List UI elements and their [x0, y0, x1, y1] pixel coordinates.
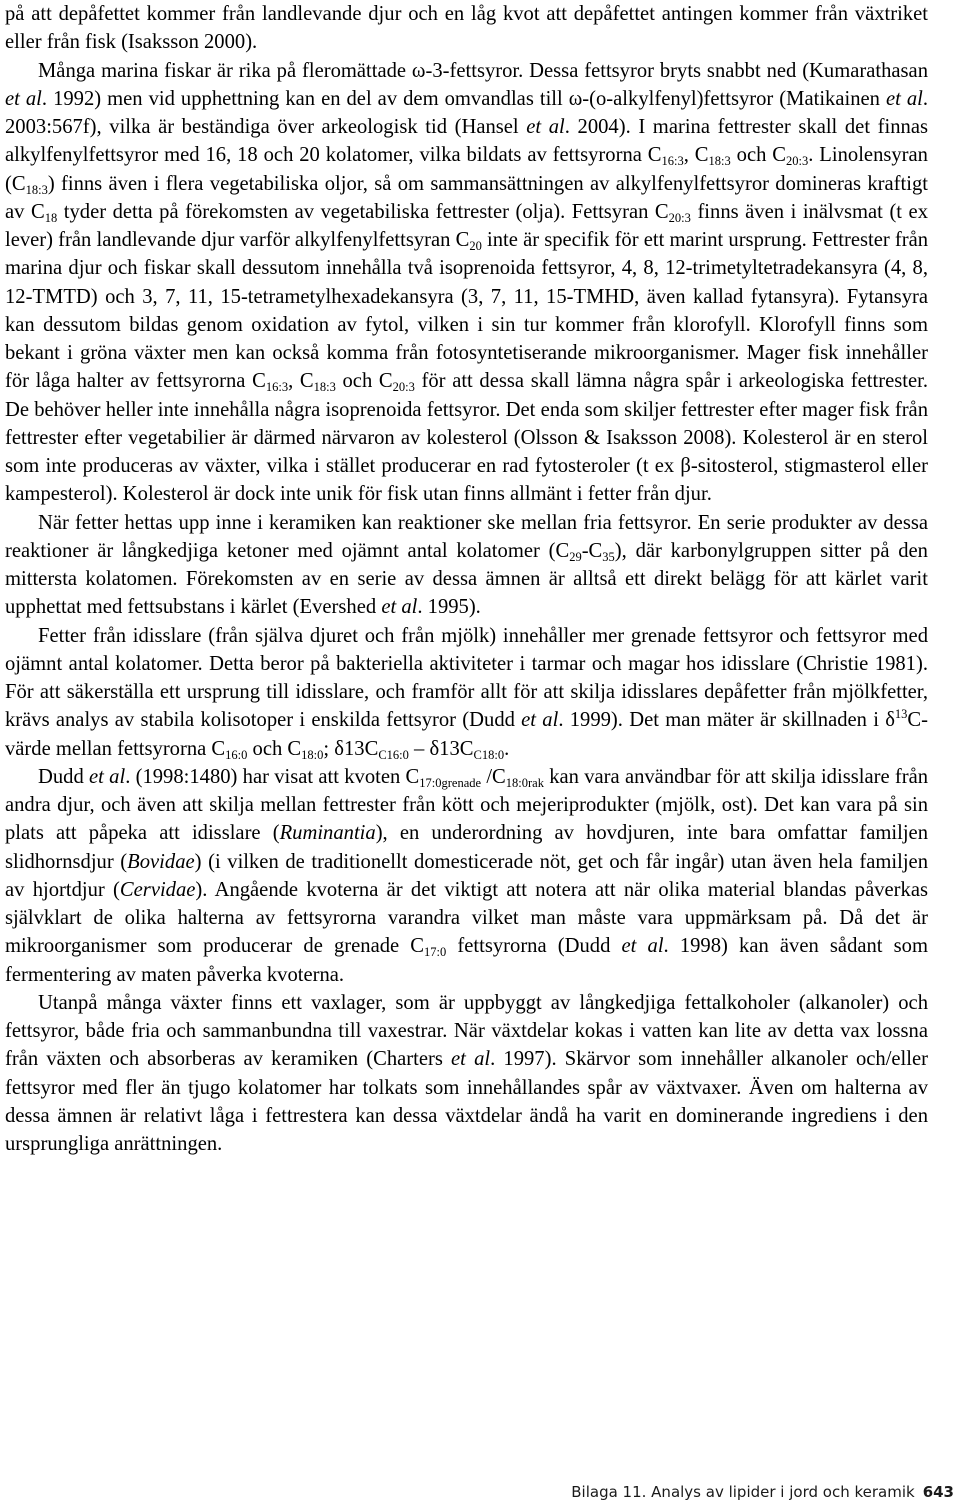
- paragraph: på att depåfettet kommer från landlevande djur och en låg kvot att depåfettet antingen kommer från växtriket eller från fisk (Isaksson 2000).: [5, 3, 928, 54]
- paragraph: När fetter hettas upp inne i keramiken kan reaktioner ske mellan fria fettsyror. En serie produkter av dessa reaktioner är långkedjiga ketoner med ojämnt antal kolatomer $(C_{29}-C_{35})$, där karbonylgruppen sitter på den mittersta kolatomen. Förekomsten av en serie av dessa ämnen är alltså ett direkt belägg för att kärlet varit upphettat med fettsubstans i kärlet (Evershed et al. 1995).: [5, 511, 928, 619]
- document-body: [5, 0, 928, 1158]
- paragraph: Många marina fiskar är rika på fleromättade ω-3-fettsyror. Dessa fettsyror bryts snabbt ned (Kumarathasan et al. 1992) men vid upphettning kan en del av dem omvandlas till ω-(o-alkylfenyl)fettsyror (Matikainen et al. 2003:567f), vilka är beständiga över arkeologisk tid (Hansel et al. 2004). I marina fettrester skall det finnas alkylfenylfettsyror med 16, 18 och 20 kolatomer, vilka bildats av fettsyrorna $C_{16:3}$, $C_{18:3}$ och $C_{20:3}$. Linolensyran $(C_{18:3})$ finns även i flera vegetabiliska oljor, så om sammansättningen av alkylfenylfettsyror domineras kraftigt av $C_{18}$ tyder detta på förekomsten av vegetabiliska fettrester (olja). Fettsyran $C_{20:3}$ finns även i inälvsmat (t ex lever) från landlevande djur varför alkylfenylfettsyran $C_{20}$ inte är specifik för ett marint ursprung. Fettrester från marina djur och fiskar skall dessutom innehålla två isoprenoida fettsyror, 4, 8, 12-trimetyltetradekansyra (4, 8, 12-TMTD) och 3, 7, 11, 15-tetrametylhexadekansyra (3, 7, 11, 15-TMHD, även kallad fytansyra). Fytansyra kan dessutom bildas genom oxidation av fytol, vilken i sin tur kommer från klorofyll. Klorofyll finns som bekant i gröna växter men kan också komma från fotosyntetiserande mikroorganismer. Mager fisk innehåller för låga halter av fettsyrorna $C_{16:3}$, $C_{18:3}$ och $C_{20:3}$ för att dessa skall lämna några spår i arkeologiska fettrester. De behöver heller inte innehålla några isoprenoida fettsyror. Det enda som skiljer fettrester efter mager fisk från fettrester efter vegetabilier är därmed närvaron av kolesterol (Olsson & Isaksson 2008). Kolesterol är en sterol som inte produceras av växter, vilka i stället producerar en rad fytosteroler (t ex β-sitosterol, stigmasterol eller kampesterol). Kolesterol är dock inte unik för fisk utan finns allmänt i fetter från djur.: [5, 59, 929, 506]
- page-footer: [571, 1483, 954, 1501]
- paragraph: Fetter från idisslare (från själva djuret och från mjölk) innehåller mer grenade fettsyror och fettsyror med ojämnt antal kolatomer. Detta beror på bakteriella aktiviteter i tarmar och magar hos idisslare (Christie 1981). För att säkerställa ett ursprung till idisslare, och framför allt för att skilja idisslares depåfetter från mjölkfetter, krävs analys av stabila kolisotoper i enskilda fettsyror (Dudd et al. 1999). Det man mäter är skillnaden i $\delta^{13}C$-värde mellan fettsyrorna $C_{16:0}$ och $C_{18:0}$; $\delta 13C_{C16:0} - \delta 13C_{C18:0}$.: [5, 624, 929, 762]
- paragraph: Dudd et al. (1998:1480) har visat att kvoten $C_{17:0grenade}$ $/C_{18:0rak}$ kan vara användbar för att skilja idisslare från andra djur, och även att skilja mellan fettrester från kött och mejeriprodukter (mjölk, ost). Det kan vara på sin plats att påpeka att idisslare (Ruminantia), en underordning av hovdjuren, inte bara omfattar familjen slidhornsdjur (Bovidae) (i vilken de traditionellt domesticerade nöt, get och får ingår) utan även hela familjen av hjortdjur (Cervidae). Angående kvoterna är det viktigt att notera att när olika material blandas påverkas självklart de olika halterna av fettsyrorna varandra vilket man måste vara uppmärksam på. Då det är mikroorganismer som producerar de grenade $C_{17:0}$ fettsyrorna (Dudd et al. 1998) kan även sådant som fermentering av maten påverka kvoterna.: [5, 765, 929, 986]
- footer-section-title: Bilaga 11. Analys av lipider i jord och keramik: [571, 1483, 915, 1501]
- paragraph: Utanpå många växter finns ett vaxlager, som är uppbyggt av långkedjiga fettalkoholer (alkanoler) och fettsyror, både fria och sammanbundna till vaxestrar. När växtdelar kokas i vatten kan lite av detta vax lossna från växten och absorberas av keramiken (Charters et al. 1997). Skärvor som innehåller alkanoler och/eller fettsyror med fler än tjugo kolatomer har tolkats som innehållandes spår av växtvaxer. Även om halterna av dessa ämnen är relativt låga i fettrestera kan dessa växtdelar ändå ha varit en dominerande ingrediens i den ursprungliga anrättningen.: [5, 991, 928, 1155]
- page-number: 643: [922, 1483, 954, 1501]
